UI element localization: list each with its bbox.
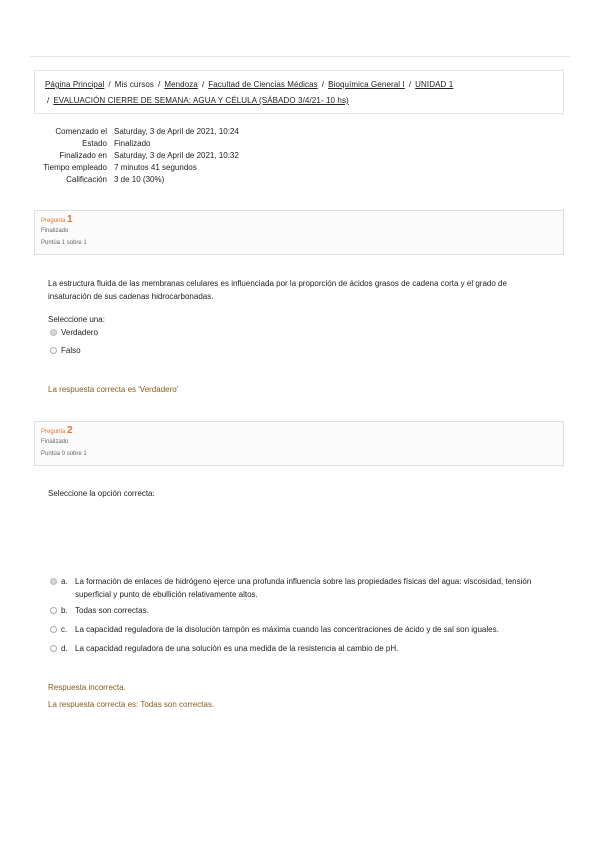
question-2-option-d[interactable] [50,642,550,655]
summary-row-time [40,162,239,174]
option-letter: d. [61,644,68,653]
summary-label: Finalizado en [59,151,107,160]
question-1-text: La estructura fluida de las membranas celulares es influenciada por la proporción de ácidos grasos de cadena corta y el grado de insaturación de sus cadenas hidrocarbonadas. [48,279,507,301]
summary-label: Tiempo empleado [43,163,107,172]
breadcrumb-mis-cursos: Mis cursos [114,80,154,89]
question-1-status: Finalizado [41,228,69,234]
question-1-score: Puntúa 1 sobre 1 [41,240,87,246]
question-1-feedback: La respuesta correcta es 'Verdadero' [48,385,179,394]
option-text: La capacidad reguladora de la disolución tampón es máxima cuando las concentraciones de ácido y de sal son iguales. [75,625,499,634]
radio-icon[interactable] [50,626,57,633]
question-1-info [34,210,564,255]
summary-label: Calificación [66,175,107,184]
question-2-feedback-result: Respuesta incorrecta. [48,683,126,692]
question-2-option-b[interactable] [50,604,550,617]
summary-row-state [40,138,239,150]
option-label: Falso [61,346,81,355]
summary-row-started [40,126,239,138]
option-label: Verdadero [61,328,98,337]
radio-icon[interactable] [50,645,57,652]
breadcrumb-faculty-link[interactable]: Facultad de Ciencias Médicas [208,80,318,89]
top-divider [30,56,570,57]
option-text: Todas son correctas. [75,606,149,615]
attempt-summary [40,126,239,186]
radio-selected-icon[interactable] [50,578,57,585]
breadcrumb-mendoza-link[interactable]: Mendoza [164,80,198,89]
question-1-option-false[interactable] [50,344,550,357]
summary-row-grade [40,174,239,186]
breadcrumb-course-link[interactable]: Bioquímica General I [328,80,405,89]
breadcrumb: Página Principal / Mis cursos / Mendoza / Facultad de Ciencias Médicas / Bioquímica General I / UNIDAD 1 / EVALUACIÓN CIERRE DE SEMANA: AGUA Y CÉLULA (SÁBADO 3/4/21- 10 hs) [34,70,564,114]
option-text: La formación de enlaces de hidrógeno ejerce una profunda influencia sobre las propiedades físicas del agua: viscosidad, tensión superficial y punto de ebullición relativamente altos. [75,577,532,599]
question-2-option-a[interactable] [50,575,550,601]
summary-value: Saturday, 3 de April de 2021, 10:32 [114,151,239,160]
question-2-text: Seleccione la opción correcta: [48,489,155,498]
question-2-option-c[interactable] [50,623,550,636]
summary-label: Comenzado el [55,127,107,136]
breadcrumb-home-link[interactable]: Página Principal [45,80,105,89]
option-text: La capacidad reguladora de una solución es una medida de la resistencia al cambio de pH. [75,644,399,653]
radio-selected-icon[interactable] [50,329,57,336]
question-2-feedback-answer: La respuesta correcta es: Todas son correctas. [48,700,215,709]
summary-row-finished [40,150,239,162]
option-letter: b. [61,606,68,615]
radio-icon[interactable] [50,607,57,614]
question-2-score: Puntúa 0 sobre 1 [41,451,87,457]
question-2-info [34,421,564,466]
option-letter: c. [61,625,68,634]
summary-value: 3 de 10 (30%) [114,175,165,184]
question-1-number: Pregunta 1 [41,214,73,225]
question-2-status: Finalizado [41,439,69,445]
radio-icon[interactable] [50,347,57,354]
summary-label: Estado [82,139,107,148]
summary-value: Saturday, 3 de April de 2021, 10:24 [114,127,239,136]
question-1-option-true[interactable] [50,326,550,339]
summary-value: Finalizado [114,139,151,148]
summary-value: 7 minutos 41 segundos [114,163,197,172]
breadcrumb-unit-link[interactable]: UNIDAD 1 [415,80,454,89]
question-1-prompt: Seleccione una: [48,315,105,324]
option-letter: a. [61,577,68,586]
question-2-number: Pregunta 2 [41,425,73,436]
breadcrumb-quiz-link[interactable]: EVALUACIÓN CIERRE DE SEMANA: AGUA Y CÉLULA (SÁBADO 3/4/21- 10 hs) [53,96,349,105]
